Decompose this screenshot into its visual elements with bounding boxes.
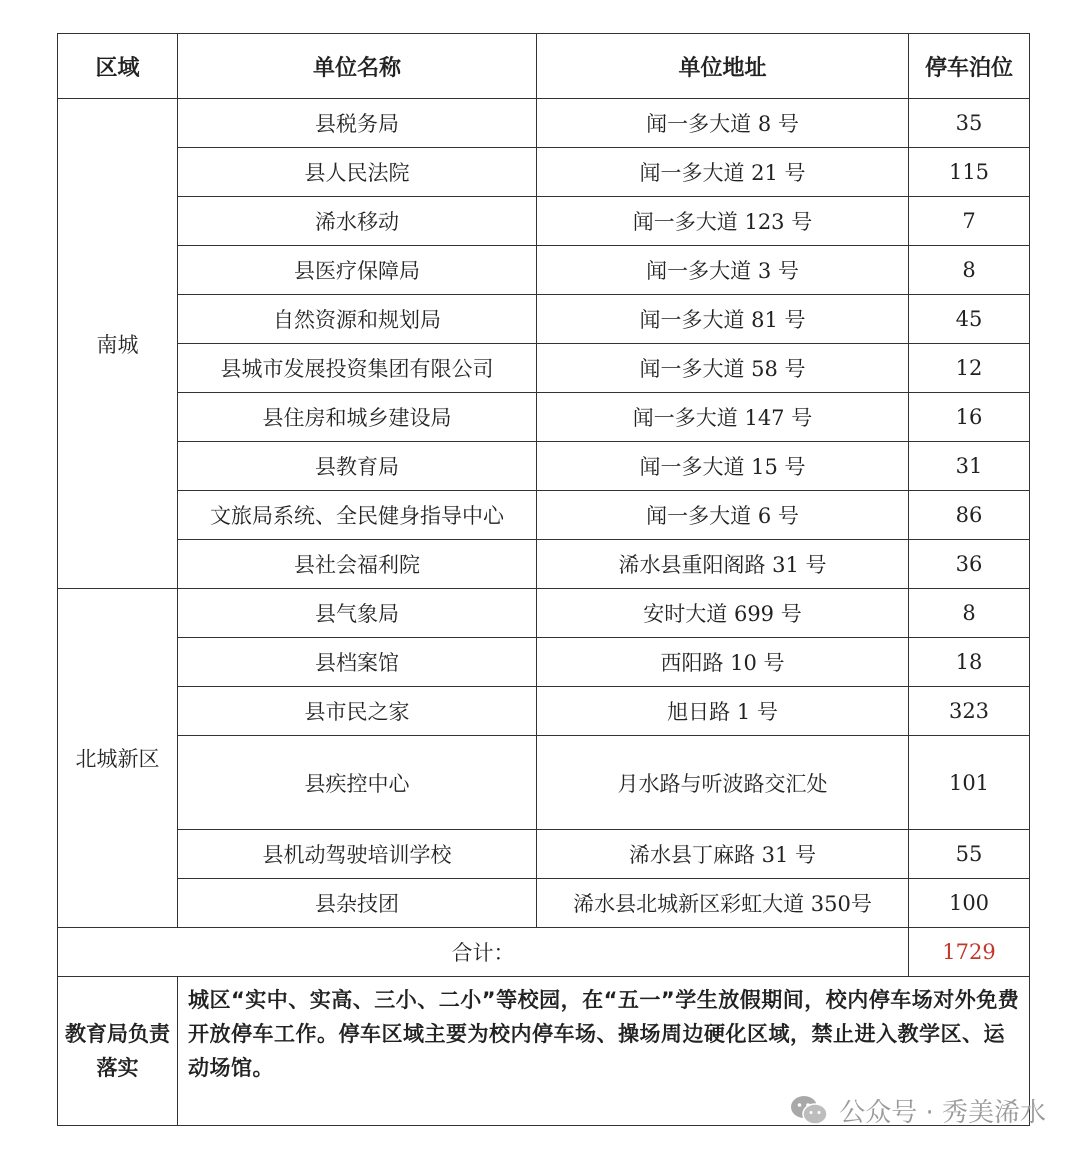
total-value: 1729 (909, 928, 1030, 977)
parking-spaces-cell: 8 (909, 246, 1030, 295)
parking-spaces-cell: 18 (909, 638, 1030, 687)
unit-address-cell: 浠水县重阳阁路 31 号 (537, 540, 909, 589)
unit-name-cell: 文旅局系统、全民健身指导中心 (178, 491, 537, 540)
unit-address-cell: 月水路与听波路交汇处 (537, 736, 909, 830)
unit-name-cell: 县社会福利院 (178, 540, 537, 589)
unit-address-cell: 安时大道 699 号 (537, 589, 909, 638)
parking-table (57, 33, 1030, 1126)
note-text: 城区“实中、实高、三小、二小”等校园，在“五一”学生放假期间，校内停车场对外免费开放停车工作。停车区域主要为校内停车场、操场周边硬化区域，禁止进入教学区、运动场馆。 (178, 977, 1030, 1126)
unit-name-cell: 县杂技团 (178, 879, 537, 928)
unit-address-cell: 闻一多大道 6 号 (537, 491, 909, 540)
table-row (58, 344, 1030, 393)
table-row (58, 540, 1030, 589)
table-row (58, 197, 1030, 246)
table-row (58, 687, 1030, 736)
table-row (58, 99, 1030, 148)
header-unit-address: 单位地址 (537, 34, 909, 99)
parking-spaces-cell: 55 (909, 830, 1030, 879)
table-row (58, 830, 1030, 879)
header-unit-name: 单位名称 (178, 34, 537, 99)
parking-spaces-cell: 16 (909, 393, 1030, 442)
table-row (58, 442, 1030, 491)
unit-address-cell: 闻一多大道 21 号 (537, 148, 909, 197)
parking-spaces-cell: 100 (909, 879, 1030, 928)
parking-spaces-cell: 101 (909, 736, 1030, 830)
header-row (58, 34, 1030, 99)
region-cell: 南城 (58, 99, 178, 589)
parking-spaces-cell: 35 (909, 99, 1030, 148)
unit-name-cell: 县机动驾驶培训学校 (178, 830, 537, 879)
parking-spaces-cell: 8 (909, 589, 1030, 638)
parking-spaces-cell: 323 (909, 687, 1030, 736)
unit-address-cell: 闻一多大道 58 号 (537, 344, 909, 393)
unit-name-cell: 县住房和城乡建设局 (178, 393, 537, 442)
table-row (58, 393, 1030, 442)
header-region: 区域 (58, 34, 178, 99)
unit-address-cell: 闻一多大道 123 号 (537, 197, 909, 246)
watermark-text: 公众号 · 秀美浠水 (839, 1097, 1046, 1128)
note-label: 教育局负责落实 (58, 977, 178, 1126)
table-row (58, 295, 1030, 344)
unit-address-cell: 浠水县丁麻路 31 号 (537, 830, 909, 879)
unit-name-cell: 县城市发展投资集团有限公司 (178, 344, 537, 393)
unit-address-cell: 西阳路 10 号 (537, 638, 909, 687)
unit-name-cell: 县档案馆 (178, 638, 537, 687)
table-row (58, 589, 1030, 638)
parking-spaces-cell: 12 (909, 344, 1030, 393)
unit-address-cell: 闻一多大道 81 号 (537, 295, 909, 344)
parking-spaces-cell: 115 (909, 148, 1030, 197)
table-row (58, 736, 1030, 830)
parking-spaces-cell: 86 (909, 491, 1030, 540)
table-row (58, 638, 1030, 687)
unit-address-cell: 浠水县北城新区彩虹大道 350号 (537, 879, 909, 928)
unit-name-cell: 县市民之家 (178, 687, 537, 736)
unit-name-cell: 县教育局 (178, 442, 537, 491)
parking-spaces-cell: 45 (909, 295, 1030, 344)
table-row (58, 246, 1030, 295)
table-row (58, 148, 1030, 197)
table-row (58, 491, 1030, 540)
region-cell: 北城新区 (58, 589, 178, 928)
unit-address-cell: 旭日路 1 号 (537, 687, 909, 736)
unit-name-cell: 县人民法院 (178, 148, 537, 197)
wechat-icon (789, 1093, 829, 1127)
table-row (58, 879, 1030, 928)
unit-address-cell: 闻一多大道 3 号 (537, 246, 909, 295)
unit-address-cell: 闻一多大道 147 号 (537, 393, 909, 442)
unit-address-cell: 闻一多大道 15 号 (537, 442, 909, 491)
total-row (58, 928, 1030, 977)
unit-name-cell: 浠水移动 (178, 197, 537, 246)
unit-name-cell: 自然资源和规划局 (178, 295, 537, 344)
total-label: 合计： (58, 928, 909, 977)
parking-spaces-cell: 31 (909, 442, 1030, 491)
header-parking-spaces: 停车泊位 (909, 34, 1030, 99)
unit-name-cell: 县气象局 (178, 589, 537, 638)
unit-name-cell: 县税务局 (178, 99, 537, 148)
unit-name-cell: 县医疗保障局 (178, 246, 537, 295)
parking-spaces-cell: 7 (909, 197, 1030, 246)
parking-spaces-cell: 36 (909, 540, 1030, 589)
watermark (789, 1090, 1046, 1130)
unit-address-cell: 闻一多大道 8 号 (537, 99, 909, 148)
unit-name-cell: 县疾控中心 (178, 736, 537, 830)
